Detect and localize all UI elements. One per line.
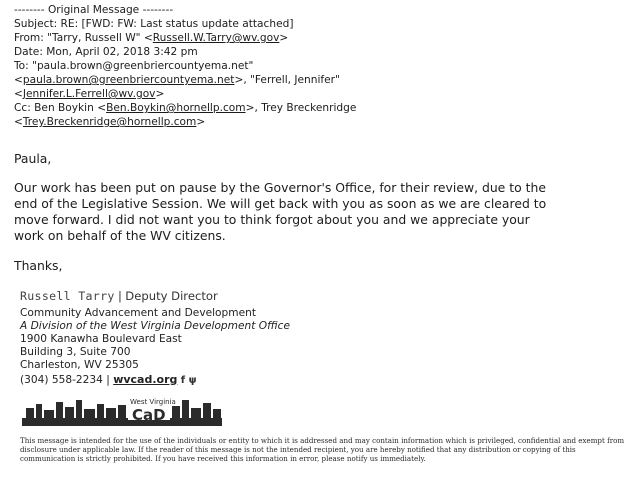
to-line3-prefix: < [14, 88, 23, 100]
skyline-building [36, 404, 42, 420]
skyline-building [213, 409, 221, 420]
subject-line [14, 18, 293, 31]
to-line [14, 60, 253, 73]
skyline-graphic [22, 400, 222, 426]
logo-big-text: CaD [132, 406, 166, 424]
skyline-building [56, 402, 63, 420]
signature-phone-separator: | [106, 374, 110, 386]
cc-line2-suffix: > [196, 116, 206, 128]
body-paragraph-line-3: move forward. I did not want you to think forgot about you and we appreciate your [14, 212, 530, 227]
cc-line2-prefix: < [14, 116, 23, 128]
to-line2-prefix: < [14, 74, 23, 86]
cc-suffix: >, Trey Breckenridge [245, 102, 357, 114]
signature-name-line [20, 290, 218, 304]
skyline-building [172, 406, 180, 420]
closing: Thanks, [14, 258, 63, 273]
to-email2-link[interactable]: Jennifer.L.Ferrell@wv.gov [22, 88, 156, 100]
subject-text: Subject: RE: [FWD: FW: Last status update attached] [14, 18, 294, 30]
from-suffix: > [279, 32, 289, 44]
disclaimer-line-2: disclosure under applicable law. If the reader of this message is not the intended recipient, you are hereby notified that any distribution or copying of this [20, 445, 576, 454]
skyline-building [76, 400, 82, 420]
signature-title: Deputy Director [125, 289, 218, 303]
disclaimer-line-3: communication is strictly prohibited. If you have received this information in error, please notify us immediately. [20, 454, 426, 463]
signature-address-1: 1900 Kanawha Boulevard East [20, 333, 182, 345]
skyline-building [182, 400, 189, 420]
skyline-building [26, 408, 34, 420]
from-prefix: From: "Tarry, Russell W" < [14, 32, 153, 44]
skyline-building [106, 408, 116, 420]
skyline-building [44, 410, 54, 420]
signature-contact-line [20, 373, 197, 387]
social-media-icons[interactable]: f ψ [180, 375, 197, 386]
body-paragraph-line-4: work on behalf of the WV citizens. [14, 228, 226, 243]
cc-line-2 [14, 116, 205, 129]
signature-org-line-2: A Division of the West Virginia Development Office [20, 320, 291, 332]
signature-address-3: Charleston, WV 25305 [20, 359, 139, 371]
wvcad-logo [22, 394, 222, 426]
signature-website-link[interactable]: wvcad.org [113, 373, 178, 386]
cc-email2-link[interactable]: Trey.Breckenridge@hornellp.com [22, 116, 197, 128]
original-message-separator [14, 4, 173, 17]
disclaimer-line-1: This message is intended for the use of the individuals or entity to which it is addressed and may contain information which is privileged, confidential and exempt from [20, 436, 625, 445]
skyline-building [203, 403, 211, 420]
signature-name: Russell Tarry [20, 289, 115, 303]
original-message-text: -------- Original Message -------- [14, 4, 174, 16]
signature-org-line-1: Community Advancement and Development [20, 307, 256, 319]
skyline-building [65, 407, 74, 420]
skyline-building [84, 409, 95, 420]
to-line2-suffix: >, "Ferrell, Jennifer" [234, 74, 340, 86]
to-line-2 [14, 74, 340, 87]
from-email-link[interactable]: Russell.W.Tarry@wv.gov [152, 32, 280, 44]
logo-top-text: West Virginia [130, 398, 176, 406]
to-line-3 [14, 88, 164, 101]
to-email-link[interactable]: paula.brown@greenbriercountyema.net [22, 74, 235, 86]
signature-phone: (304) 558-2234 [20, 374, 103, 386]
body-paragraph-line-2: end of the Legislative Session. We will get back with you as soon as we are cleared to [14, 196, 547, 211]
skyline-building [191, 408, 201, 420]
greeting: Paula, [14, 151, 52, 166]
to-line3-suffix: > [155, 88, 165, 100]
signature-address-2: Building 3, Suite 700 [20, 346, 131, 358]
skyline-building [97, 404, 104, 420]
from-line [14, 32, 288, 45]
cc-line [14, 102, 356, 115]
body-paragraph-line-1: Our work has been put on pause by the Governor's Office, for their review, due to the [14, 180, 546, 195]
signature-separator: | [118, 289, 122, 303]
skyline-building [118, 405, 126, 420]
date-line [14, 46, 198, 59]
cc-email-link[interactable]: Ben.Boykin@hornellp.com [106, 102, 246, 114]
to-text: To: "paula.brown@greenbriercountyema.net" [14, 60, 254, 72]
cc-prefix: Cc: Ben Boykin < [14, 102, 107, 114]
date-text: Date: Mon, April 02, 2018 3:42 pm [14, 46, 198, 58]
